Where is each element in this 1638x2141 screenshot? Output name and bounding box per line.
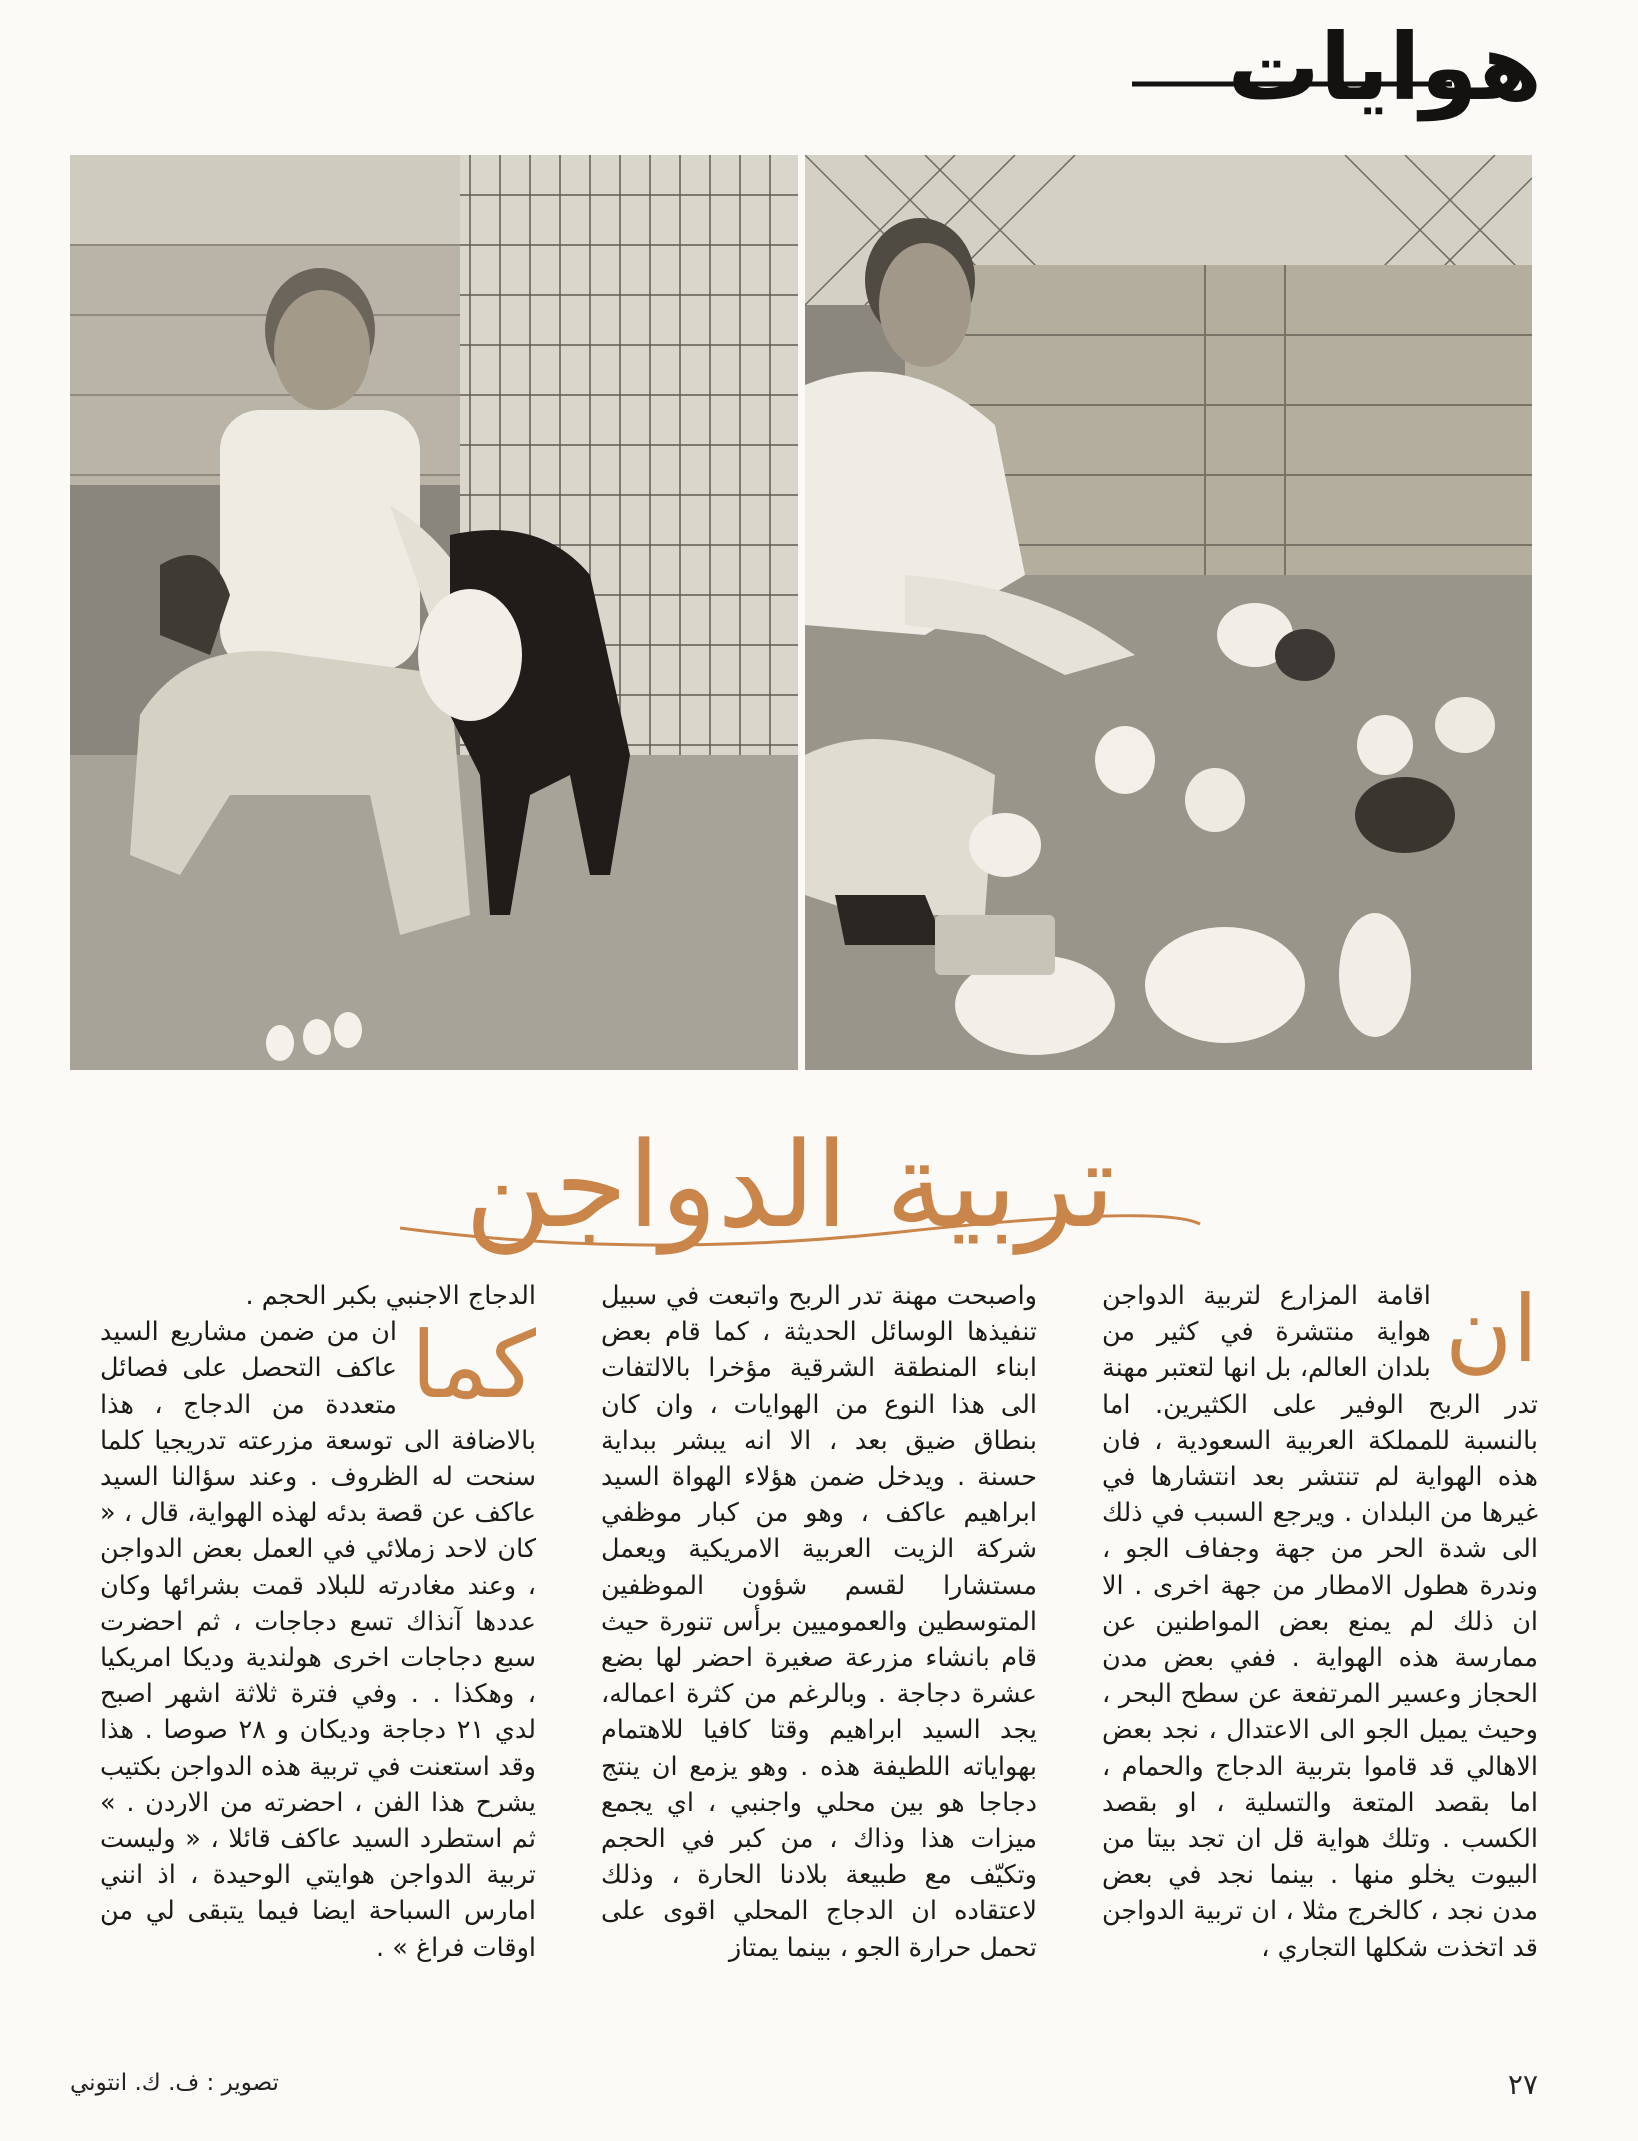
- page-number: ٢٧: [1507, 2068, 1538, 2101]
- man-with-goat-photo: [70, 155, 798, 1070]
- column-2-text: واصبحت مهنة تدر الربح واتبعت في سبيل تنفيذها الوسائل الحديثة ، كما قام بعض ابناء المنطقة الشرقية مؤخرا بالالتفات الى هذا النوع من الهوايات ، وان كان بنطاق ضيق بعد ، الا انه يبشر ببداية حسنة . ويدخل ضمن هؤلاء الهواة السيد ابراهيم عاكف ، وهو من كبار موظفي شركة الزيت العربية الامريكية ويعمل مستشارا لقسم شؤون الموظفين المتوسطين والعموميين برأس تنورة حيث قام بانشاء مزرعة صغيرة احضر لها بضع عشرة دجاجة . وبالرغم من كثرة اعماله، يجد السيد ابراهيم وقتا كافيا للاهتمام بهواياته اللطيفة هذه . وهو يزمع ان ينتج دجاجا هو بين محلي واجنبي ، اي يجمع ميزات هذا وذاك ، من كبر في الحجم وتكيّف مع طبيعة بلادنا الحارة ، وذلك لاعتقاده ان الدجاج المحلي اقوى على تحمل حرارة الجو ، بينما يمتاز: [601, 1281, 1037, 1963]
- column-3-text: ان من ضمن مشاريع السيد عاكف التحصل على فصائل متعددة من الدجاج ، هذا بالاضافة الى توسعة مزرعته تدريجيا كلما سنحت له الظروف . وعند سؤالنا السيد عاكف عن قصة بدئه لهذه الهواية، قال ، « كان لاحد زملائي في العمل بعض الدواجن ، وعند مغادرته للبلاد قمت بشرائها وكان عددها آنذاك تسع دجاجات ، ثم احضرت سبع دجاجات اخرى هولندية وديكا امريكيا ، وهكذا . . وفي فترة ثلاثة اشهر اصبح لدي ٢١ دجاجة وديكان و ٢٨ صوصا . هذا وقد استعنت في تربية هذه الدواجن بكتيب يشرح هذا الفن ، احضرته من الاردن . » ثم استطرد السيد عاكف قائلا ، « وليست تربية الدواجن هوايتي الوحيدة ، اذ انني امارس السباحة ايضا فيما يتبقى لي من اوقات فراغ » .: [100, 1317, 536, 1963]
- dropcap-1: ان: [1444, 1278, 1538, 1383]
- dropcap-3: كما: [410, 1312, 536, 1420]
- section-title: [1122, 14, 1542, 124]
- section-title-text: هوايات: [1227, 14, 1542, 121]
- article-column-1: [1102, 1278, 1538, 1998]
- article-body: [100, 1278, 1538, 1998]
- man-feeding-chicks-illustration: [805, 155, 1532, 1070]
- photo-credit: تصوير : ف. ك. انتوني: [70, 2070, 279, 2096]
- article-column-2: [601, 1278, 1037, 1998]
- headline-swash: [340, 1110, 1240, 1260]
- article-headline: [340, 1110, 1240, 1260]
- column-1-text: اقامة المزارع لتربية الدواجن هواية منتشرة في كثير من بلدان العالم، بل انها لتعتبر مهنة تدر الربح الوفير على الكثيرين. اما بالنسبة للمملكة العربية السعودية ، فان هذه الهواية لم تنتشر بعد انتشارها في غيرها من البلدان . ويرجع السبب في ذلك الى شدة الحر من جهة وجفاف الجو ، وندرة هطول الامطار من جهة اخرى . الا ان ذلك لم يمنع بعض المواطنين عن ممارسة هذه الهواية . ففي بعض مدن الحجاز وعسير المرتفعة عن سطح البحر ، وحيث يميل الجو الى الاعتدال ، نجد بعض الاهالي قد قاموا بتربية الدجاج والحمام ، اما بقصد المتعة والتسلية ، او بقصد الكسب . وتلك هواية قل ان تجد بيتا من البيوت يخلو منها . بينما نجد في بعض مدن نجد ، كالخرج مثلا ، ان تربية الدواجن قد اتخذت شكلها التجاري ،: [1102, 1281, 1538, 1963]
- column-3-intro: الدجاج الاجنبي بكبر الحجم .: [245, 1281, 536, 1311]
- headline-text: تربية الدواجن: [464, 1116, 1116, 1254]
- man-feeding-chicks-photo: [805, 155, 1532, 1070]
- man-with-goat-illustration: [70, 155, 798, 1070]
- article-column-3: [100, 1278, 536, 1998]
